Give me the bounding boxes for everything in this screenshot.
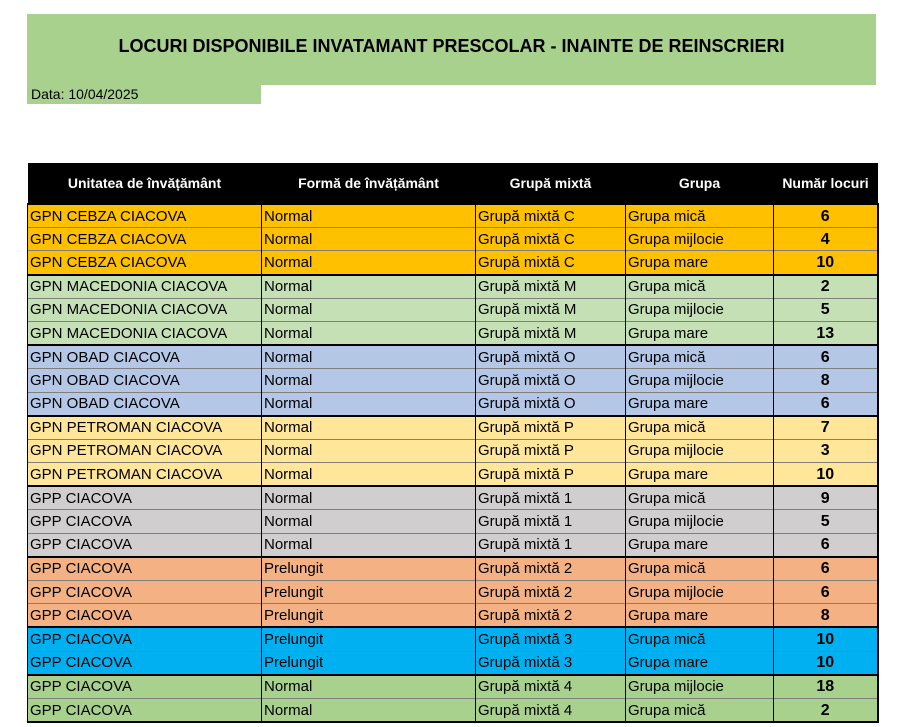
cell-mixed-group: Grupă mixtă 3 [476, 651, 626, 675]
header-places: Număr locuri [774, 163, 878, 204]
cell-places: 7 [774, 416, 878, 440]
table-row [28, 321, 878, 345]
cell-mixed-group: Grupă mixtă 1 [476, 486, 626, 510]
cell-places: 3 [774, 439, 878, 462]
date-label: Data: 10/04/2025 [31, 86, 139, 102]
places-table [27, 163, 879, 723]
cell-unit: GPP CIACOVA [28, 486, 262, 510]
cell-places: 6 [774, 557, 878, 581]
cell-group: Grupa mare [626, 251, 774, 275]
cell-mixed-group: Grupă mixtă 4 [476, 675, 626, 699]
table-row [28, 228, 878, 251]
table-row [28, 298, 878, 321]
cell-mixed-group: Grupă mixtă C [476, 228, 626, 251]
table-row [28, 345, 878, 369]
cell-mixed-group: Grupă mixtă 2 [476, 581, 626, 604]
header-group: Grupa [626, 163, 774, 204]
page-title: LOCURI DISPONIBILE INVATAMANT PRESCOLAR - INAINTE DE REINSCRIERI [118, 36, 785, 56]
cell-places: 6 [774, 581, 878, 604]
cell-unit: GPP CIACOVA [28, 675, 262, 699]
table-row [28, 486, 878, 510]
cell-group: Grupa mare [626, 651, 774, 675]
cell-form: Normal [262, 698, 476, 722]
cell-form: Normal [262, 510, 476, 533]
table-row [28, 251, 878, 275]
cell-group: Grupa mică [626, 204, 774, 228]
cell-unit: GPP CIACOVA [28, 581, 262, 604]
cell-unit: GPP CIACOVA [28, 627, 262, 651]
cell-places: 6 [774, 204, 878, 228]
cell-places: 10 [774, 251, 878, 275]
header-mixed-group: Grupă mixtă [476, 163, 626, 204]
cell-places: 13 [774, 321, 878, 345]
cell-mixed-group: Grupă mixtă 4 [476, 698, 626, 722]
cell-unit: GPN MACEDONIA CIACOVA [28, 298, 262, 321]
cell-unit: GPN CEBZA CIACOVA [28, 228, 262, 251]
cell-group: Grupa mică [626, 275, 774, 299]
cell-form: Normal [262, 439, 476, 462]
cell-places: 4 [774, 228, 878, 251]
cell-places: 5 [774, 298, 878, 321]
cell-places: 10 [774, 651, 878, 675]
table-row [28, 439, 878, 462]
cell-places: 10 [774, 627, 878, 651]
cell-mixed-group: Grupă mixtă O [476, 392, 626, 416]
cell-unit: GPN PETROMAN CIACOVA [28, 439, 262, 462]
cell-mixed-group: Grupă mixtă 2 [476, 557, 626, 581]
cell-unit: GPN OBAD CIACOVA [28, 345, 262, 369]
cell-places: 18 [774, 675, 878, 699]
cell-form: Normal [262, 486, 476, 510]
cell-form: Normal [262, 204, 476, 228]
cell-mixed-group: Grupă mixtă P [476, 439, 626, 462]
cell-group: Grupa mijlocie [626, 298, 774, 321]
cell-unit: GPN PETROMAN CIACOVA [28, 463, 262, 487]
table-row [28, 463, 878, 487]
cell-places: 2 [774, 698, 878, 722]
cell-group: Grupa mijlocie [626, 510, 774, 533]
cell-group: Grupa mijlocie [626, 675, 774, 699]
cell-unit: GPN PETROMAN CIACOVA [28, 416, 262, 440]
cell-group: Grupa mică [626, 345, 774, 369]
cell-form: Prelungit [262, 557, 476, 581]
cell-unit: GPP CIACOVA [28, 698, 262, 722]
cell-form: Normal [262, 392, 476, 416]
cell-unit: GPP CIACOVA [28, 604, 262, 628]
cell-group: Grupa mijlocie [626, 228, 774, 251]
cell-mixed-group: Grupă mixtă C [476, 251, 626, 275]
table-row [28, 275, 878, 299]
cell-places: 10 [774, 463, 878, 487]
table-row [28, 698, 878, 722]
cell-group: Grupa mare [626, 533, 774, 557]
cell-unit: GPN MACEDONIA CIACOVA [28, 275, 262, 299]
cell-group: Grupa mare [626, 604, 774, 628]
cell-unit: GPN CEBZA CIACOVA [28, 251, 262, 275]
cell-places: 6 [774, 345, 878, 369]
cell-mixed-group: Grupă mixtă 2 [476, 604, 626, 628]
cell-unit: GPP CIACOVA [28, 651, 262, 675]
table-row [28, 533, 878, 557]
header-form: Formă de învățământ [262, 163, 476, 204]
cell-unit: GPN OBAD CIACOVA [28, 369, 262, 392]
cell-group: Grupa mare [626, 321, 774, 345]
cell-form: Prelungit [262, 627, 476, 651]
cell-mixed-group: Grupă mixtă 3 [476, 627, 626, 651]
table-row [28, 369, 878, 392]
table-row [28, 557, 878, 581]
cell-places: 8 [774, 369, 878, 392]
table-header-row [28, 163, 878, 204]
cell-group: Grupa mică [626, 698, 774, 722]
cell-form: Normal [262, 416, 476, 440]
header-unit: Unitatea de învățământ [28, 163, 262, 204]
cell-form: Normal [262, 298, 476, 321]
cell-unit: GPP CIACOVA [28, 557, 262, 581]
table-body [28, 204, 878, 722]
cell-places: 5 [774, 510, 878, 533]
cell-form: Prelungit [262, 651, 476, 675]
cell-group: Grupa mijlocie [626, 439, 774, 462]
cell-places: 2 [774, 275, 878, 299]
table-row [28, 581, 878, 604]
cell-group: Grupa mică [626, 486, 774, 510]
cell-unit: GPP CIACOVA [28, 510, 262, 533]
cell-group: Grupa mijlocie [626, 369, 774, 392]
cell-mixed-group: Grupă mixtă P [476, 416, 626, 440]
table-row [28, 651, 878, 675]
table-row [28, 604, 878, 628]
cell-mixed-group: Grupă mixtă 1 [476, 510, 626, 533]
cell-places: 6 [774, 533, 878, 557]
cell-form: Normal [262, 275, 476, 299]
cell-places: 9 [774, 486, 878, 510]
cell-group: Grupa mică [626, 557, 774, 581]
cell-unit: GPN CEBZA CIACOVA [28, 204, 262, 228]
cell-group: Grupa mijlocie [626, 581, 774, 604]
table-row [28, 627, 878, 651]
table-row [28, 510, 878, 533]
cell-mixed-group: Grupă mixtă M [476, 298, 626, 321]
cell-mixed-group: Grupă mixtă 1 [476, 533, 626, 557]
cell-form: Normal [262, 675, 476, 699]
cell-form: Normal [262, 321, 476, 345]
cell-mixed-group: Grupă mixtă O [476, 345, 626, 369]
cell-group: Grupa mică [626, 416, 774, 440]
table-row [28, 416, 878, 440]
cell-form: Prelungit [262, 604, 476, 628]
table-row [28, 675, 878, 699]
cell-form: Normal [262, 533, 476, 557]
cell-form: Normal [262, 228, 476, 251]
cell-group: Grupa mare [626, 463, 774, 487]
cell-unit: GPP CIACOVA [28, 533, 262, 557]
table-row [28, 392, 878, 416]
cell-places: 8 [774, 604, 878, 628]
cell-unit: GPN MACEDONIA CIACOVA [28, 321, 262, 345]
cell-mixed-group: Grupă mixtă P [476, 463, 626, 487]
table-row [28, 204, 878, 228]
cell-places: 6 [774, 392, 878, 416]
cell-form: Prelungit [262, 581, 476, 604]
cell-form: Normal [262, 345, 476, 369]
cell-mixed-group: Grupă mixtă M [476, 275, 626, 299]
cell-group: Grupa mică [626, 627, 774, 651]
cell-mixed-group: Grupă mixtă C [476, 204, 626, 228]
cell-form: Normal [262, 369, 476, 392]
cell-form: Normal [262, 251, 476, 275]
cell-mixed-group: Grupă mixtă O [476, 369, 626, 392]
cell-mixed-group: Grupă mixtă M [476, 321, 626, 345]
cell-group: Grupa mare [626, 392, 774, 416]
cell-unit: GPN OBAD CIACOVA [28, 392, 262, 416]
cell-form: Normal [262, 463, 476, 487]
